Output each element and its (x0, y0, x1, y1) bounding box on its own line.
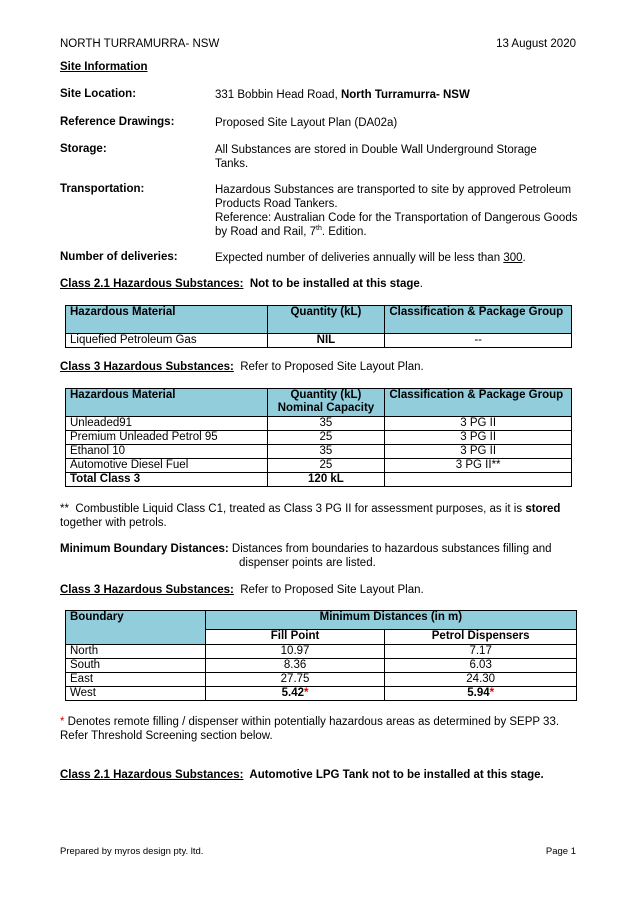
col-fill-point: Fill Point (205, 630, 385, 645)
footer-page-number: Page 1 (545, 846, 576, 857)
header-location: NORTH TURRAMURRA- NSW (60, 38, 220, 50)
class3b-heading: Class 3 Hazardous Substances: Refer to Proposed Site Layout Plan. (60, 584, 424, 596)
deliveries-value: Expected number of deliveries annually will be less than 300. (215, 252, 526, 264)
class21-heading: Class 2.1 Hazardous Substances: Not to be installed at this stage. (60, 278, 423, 290)
denotes-note: * Denotes remote filling / dispenser within potentially hazardous areas as determined by SEPP 33. Refer Threshold Screening section below. (60, 716, 560, 742)
col-boundary: Boundary (66, 611, 206, 645)
table-header-row (66, 611, 577, 630)
col-hazardous-material: Hazardous Material (66, 306, 268, 334)
transportation-label: Transportation: (60, 183, 145, 195)
table-total-row: Total Class 3 120 kL (66, 473, 572, 487)
col-minimum-distances: Minimum Distances (in m) (205, 611, 576, 630)
site-location-value: 331 Bobbin Head Road, North Turramurra- NSW (215, 89, 470, 101)
table-row: Automotive Diesel Fuel 25 3 PG II** (66, 459, 572, 473)
class21-table (65, 305, 572, 348)
storage-value: All Substances are stored in Double Wall Underground Storage Tanks. (215, 144, 537, 170)
table-header-row (66, 389, 572, 417)
col-hazardous-material: Hazardous Material (66, 389, 268, 417)
table-header-row (66, 306, 572, 334)
table-row: Unleaded91 35 3 PG II (66, 417, 572, 431)
table-row: Premium Unleaded Petrol 95 25 3 PG II (66, 431, 572, 445)
col-quantity: Quantity (kL) (267, 306, 385, 334)
site-location-label: Site Location: (60, 88, 137, 100)
reference-drawings-value: Proposed Site Layout Plan (DA02a) (215, 117, 398, 129)
reference-drawings-label: Reference Drawings: (60, 116, 175, 128)
boundary-distances-note: Minimum Boundary Distances: Distances from boundaries to hazardous substances filling and dispenser points are listed. (60, 543, 552, 569)
transport-line2: Reference: Australian Code for the Transportation of Dangerous Goods by Road and Rail, 7th. Edition. (215, 212, 578, 238)
storage-label: Storage: (60, 143, 107, 155)
remote-asterisk: * (489, 687, 495, 699)
table-row: West 5.42* 5.94* (66, 687, 577, 701)
footer-prepared-by: Prepared by myros design pty. ltd. (60, 846, 204, 857)
table-row: Liquefied Petroleum Gas NIL -- (66, 334, 572, 348)
section-title: Site Information (60, 61, 148, 73)
class3-table (65, 388, 572, 487)
col-classification: Classification & Package Group (385, 306, 572, 334)
combustible-note: ** Combustible Liquid Class C1, treated as Class 3 PG II for assessment purposes, as it is stored together with petrols. (60, 503, 561, 529)
boundary-distances-table (65, 610, 577, 701)
table-row: North 10.97 7.17 (66, 645, 577, 659)
col-classification: Classification & Package Group (385, 389, 572, 417)
header-date: 13 August 2020 (496, 38, 576, 50)
table-row: East 27.75 24.30 (66, 673, 577, 687)
table-row: South 8.36 6.03 (66, 659, 577, 673)
col-quantity-nominal: Quantity (kL) Nominal Capacity (267, 389, 385, 417)
deliveries-label: Number of deliveries: (60, 251, 178, 263)
transport-line1: Hazardous Substances are transported to site by approved Petroleum Products Road Tankers. (215, 184, 572, 210)
class3-heading: Class 3 Hazardous Substances: Refer to Proposed Site Layout Plan. (60, 361, 424, 373)
table-row: Ethanol 10 35 3 PG II (66, 445, 572, 459)
col-petrol-dispensers: Petrol Dispensers (385, 630, 577, 645)
transportation-value (215, 183, 585, 239)
final-heading: Class 2.1 Hazardous Substances: Automotive LPG Tank not to be installed at this stage. (60, 769, 544, 781)
remote-asterisk: * (304, 687, 309, 699)
